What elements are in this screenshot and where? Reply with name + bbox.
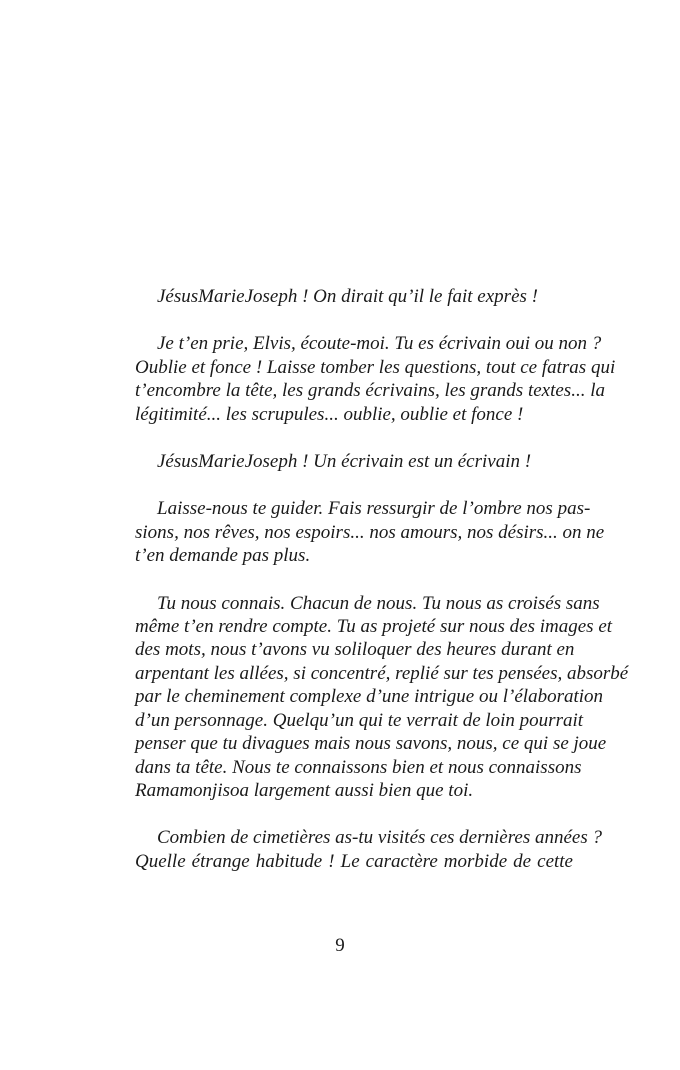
text-line: penser que tu divagues mais nous savons, nous, ce qui se joue: [135, 733, 607, 755]
paragraph-4: [113, 497, 605, 567]
paragraph-5: [113, 592, 629, 803]
text-line: Tu nous connais. Chacun de nous. Tu nous as croisés sans: [157, 592, 600, 614]
text-line: dans ta tête. Nous te connaissons bien et nous connaissons: [135, 756, 582, 778]
text-line: des mots, nous t’avons vu soliloquer des heures durant en: [135, 639, 575, 661]
body-text: [113, 285, 629, 897]
text-line: même t’en rendre compte. Tu as projeté sur nous des images et: [135, 616, 613, 638]
text-line: JésusMarieJoseph ! On dirait qu’il le fait exprès !: [157, 286, 538, 307]
text-line: t’encombre la tête, les grands écrivains, les grands textes... la: [135, 380, 605, 402]
page-number: 9: [335, 935, 345, 956]
paragraph-1: [113, 285, 573, 308]
text-line: d’un personnage. Quelqu’un qui te verrait de loin pourrait: [135, 709, 584, 731]
text-line: Quelle étrange habitude ! Le caractère morbide de cette: [135, 850, 573, 872]
text-line: JésusMarieJoseph ! Un écrivain est un écrivain !: [157, 451, 532, 473]
text-line: sions, nos rêves, nos espoirs... nos amours, nos désirs... on ne: [135, 521, 605, 543]
text-line: légitimité... les scrupules... oublie, oublie et fonce !: [135, 403, 524, 425]
text-line: Laisse-nous te guider. Fais ressurgir de l’ombre nos pas-: [157, 498, 591, 520]
text-line: arpentant les allées, si concentré, replié sur tes pensées, absorbé: [135, 662, 629, 684]
paragraph-2: [113, 332, 616, 426]
text-line: par le cheminement complexe d’une intrigue ou l’élaboration: [135, 686, 604, 708]
text-line: Je t’en prie, Elvis, écoute-moi. Tu es écrivain oui ou non ?: [157, 333, 602, 355]
text-line: Oublie et fonce ! Laisse tomber les questions, tout ce fatras qui: [135, 356, 616, 378]
paragraph-6: [113, 826, 602, 873]
text-line: t’en demande pas plus.: [135, 545, 311, 567]
text-line: Combien de cimetières as-tu visités ces dernières années ?: [157, 827, 602, 849]
text-line: Ramamonjisoa largement aussi bien que toi.: [135, 779, 474, 801]
paragraph-3: [113, 450, 573, 473]
